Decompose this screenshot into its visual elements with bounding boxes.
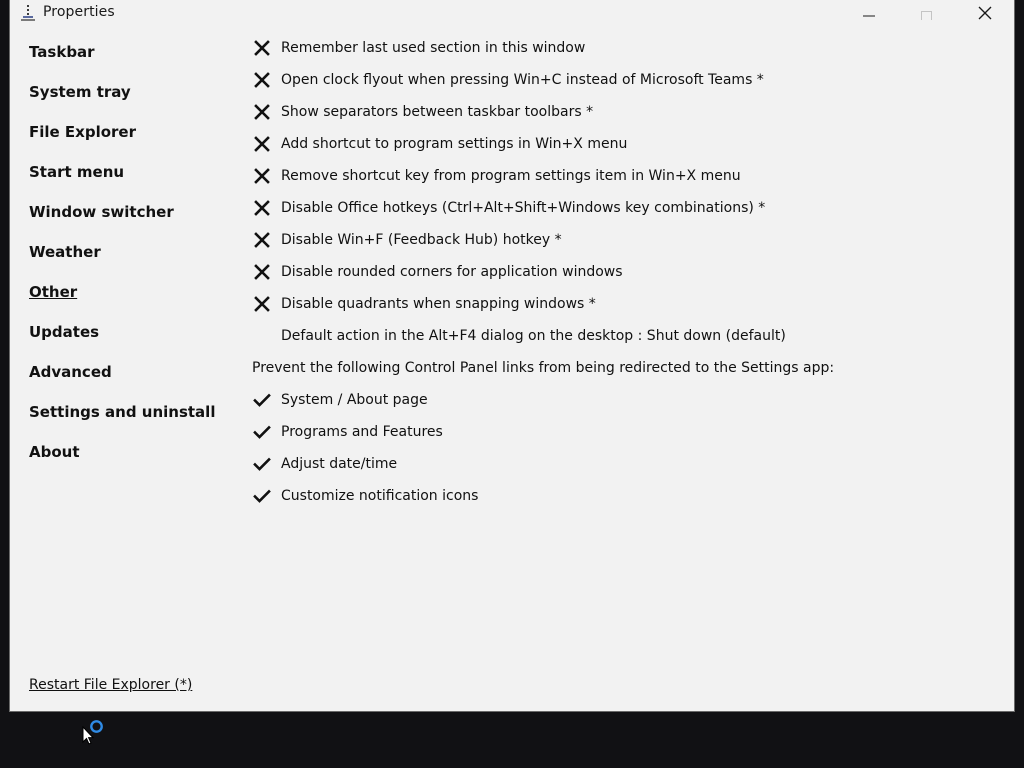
close-button[interactable] (956, 0, 1014, 26)
option-disable-win-f[interactable] (252, 224, 992, 256)
option-remember-last-section[interactable] (252, 32, 992, 64)
option-label: Remove shortcut key from program settings item in Win+X menu (281, 168, 741, 184)
sidebar-item-start-menu[interactable]: Start menu (29, 163, 125, 181)
option-cp-adjust-date-time[interactable] (252, 448, 992, 480)
sidebar-item-other[interactable]: Other (29, 283, 78, 301)
option-label: Open clock flyout when pressing Win+C instead of Microsoft Teams * (281, 72, 764, 88)
x-mark-icon (252, 256, 281, 288)
option-label: Programs and Features (281, 424, 443, 440)
sidebar-item-taskbar[interactable]: Taskbar (29, 43, 95, 61)
checkmark-icon (252, 448, 281, 480)
option-label: Disable Office hotkeys (Ctrl+Alt+Shift+Windows key combinations) * (281, 200, 766, 216)
restart-file-explorer-link[interactable]: Restart File Explorer (*) (29, 677, 193, 693)
title-bar[interactable] (10, 0, 1014, 26)
x-mark-icon (252, 224, 281, 256)
option-clock-flyout-win-c[interactable] (252, 64, 992, 96)
option-alt-f4-default-action[interactable] (252, 320, 992, 352)
app-icon (20, 4, 36, 22)
maximize-icon (920, 6, 934, 20)
option-cp-notification-icons[interactable] (252, 480, 992, 512)
checkmark-icon (252, 384, 281, 416)
option-remove-shortcut-key-winx[interactable] (252, 160, 992, 192)
x-mark-icon (252, 96, 281, 128)
empty-mark-spacer (252, 320, 281, 352)
x-mark-icon (252, 192, 281, 224)
minimize-button[interactable] (840, 0, 898, 26)
x-mark-icon (252, 160, 281, 192)
sidebar-item-about[interactable]: About (29, 443, 80, 461)
option-disable-rounded-corners[interactable] (252, 256, 992, 288)
option-cp-system-about[interactable] (252, 384, 992, 416)
close-icon (978, 6, 992, 20)
option-label: Disable quadrants when snapping windows * (281, 296, 596, 312)
option-label: Add shortcut to program settings in Win+X menu (281, 136, 628, 152)
option-label: Disable rounded corners for application windows (281, 264, 623, 280)
sidebar (29, 32, 239, 472)
option-label: System / About page (281, 392, 428, 408)
control-panel-heading: Prevent the following Control Panel links from being redirected to the Settings app: (252, 360, 835, 376)
properties-window (9, 0, 1015, 712)
option-add-shortcut-winx[interactable] (252, 128, 992, 160)
option-label: Adjust date/time (281, 456, 398, 472)
settings-content (252, 32, 992, 512)
minimize-icon (862, 6, 876, 20)
sidebar-item-system-tray[interactable]: System tray (29, 83, 131, 101)
option-label: Default action in the Alt+F4 dialog on the desktop : Shut down (default) (281, 328, 786, 344)
option-label: Disable Win+F (Feedback Hub) hotkey * (281, 232, 562, 248)
sidebar-item-advanced[interactable]: Advanced (29, 363, 112, 381)
x-mark-icon (252, 64, 281, 96)
maximize-button[interactable] (898, 0, 956, 26)
option-cp-programs-features[interactable] (252, 416, 992, 448)
window-title: Properties (43, 4, 115, 20)
x-mark-icon (252, 288, 281, 320)
sidebar-item-file-explorer[interactable]: File Explorer (29, 123, 136, 141)
option-label: Customize notification icons (281, 488, 479, 504)
mouse-cursor-icon (82, 726, 94, 749)
checkmark-icon (252, 480, 281, 512)
option-show-separators[interactable] (252, 96, 992, 128)
sidebar-item-updates[interactable]: Updates (29, 323, 100, 341)
option-disable-office-hotkeys[interactable] (252, 192, 992, 224)
option-disable-quadrants[interactable] (252, 288, 992, 320)
checkmark-icon (252, 416, 281, 448)
sidebar-item-settings-and-uninstall[interactable]: Settings and uninstall (29, 403, 216, 421)
option-label: Show separators between taskbar toolbars * (281, 104, 594, 120)
x-mark-icon (252, 128, 281, 160)
sidebar-item-weather[interactable]: Weather (29, 243, 101, 261)
taskbar (0, 712, 1024, 768)
option-label: Remember last used section in this window (281, 40, 586, 56)
sidebar-item-window-switcher[interactable]: Window switcher (29, 203, 174, 221)
x-mark-icon (252, 32, 281, 64)
